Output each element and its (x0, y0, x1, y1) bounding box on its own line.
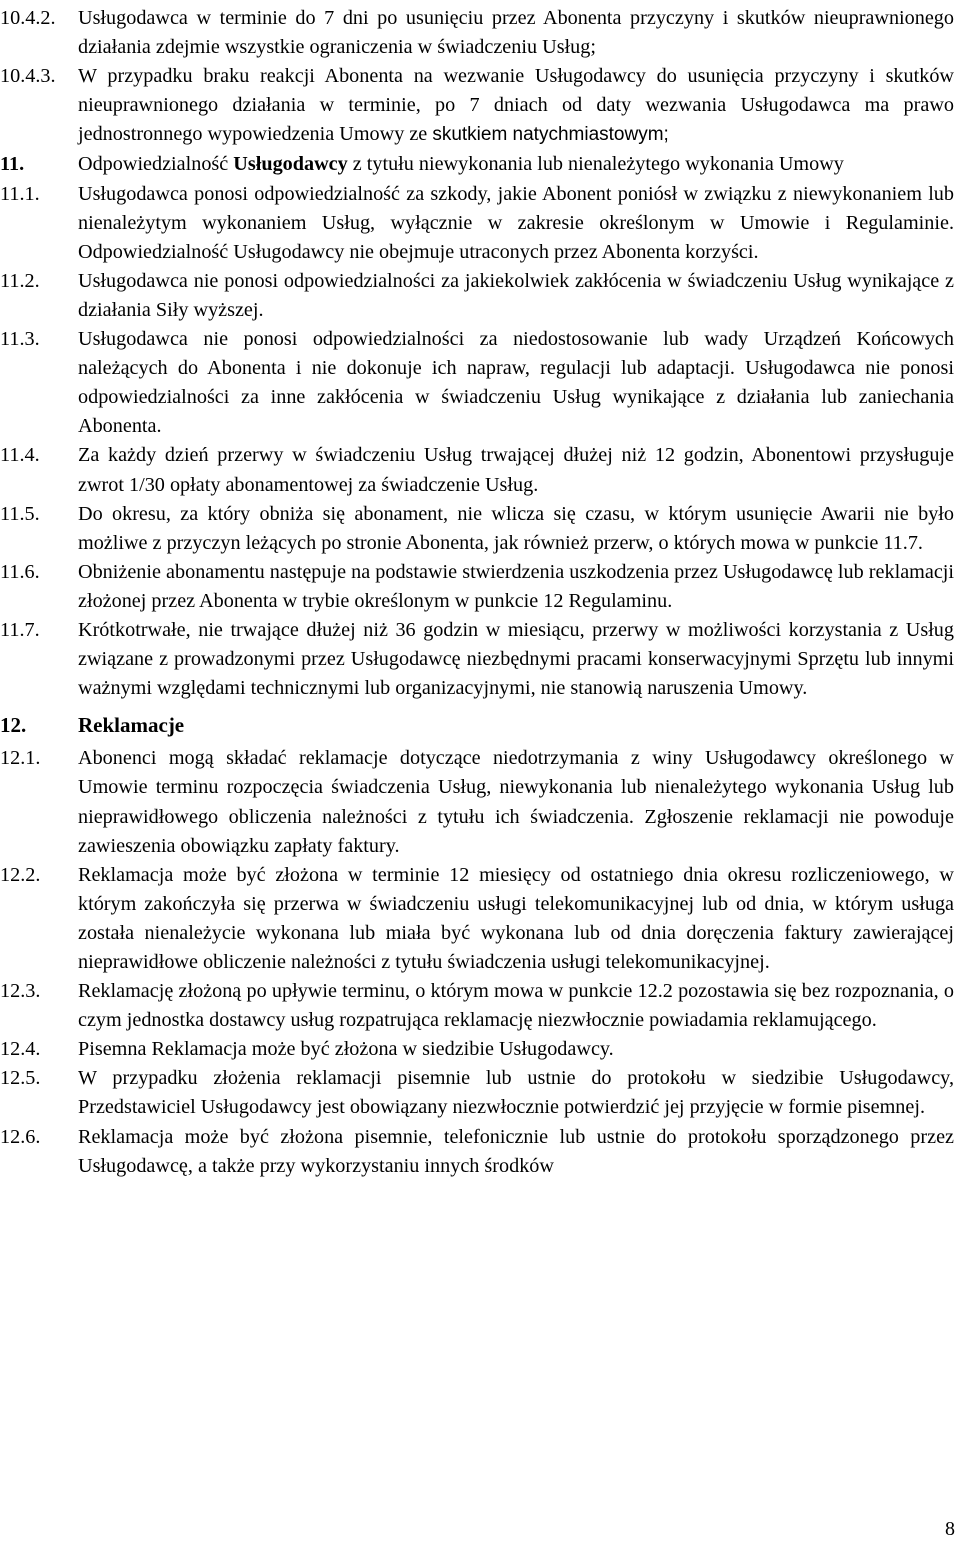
item-text: Reklamacja może być złożona w terminie 12 miesięcy od ostatniego dnia okresu rozliczeniowego, w którym zakończyła się przerwa w świadczeniu usługi telekomunikacyjnej lub od dnia, w którym usługa została nienależycie wykonana lub miała być wykonana lub od dnia doręczenia faktury zawierającej nieprawidłowe obliczenie należności z tytułu świadczenia usługi telekomunikacyjnej. (78, 863, 954, 973)
list-item (0, 977, 960, 1035)
item-number: 12.4. (0, 1038, 41, 1061)
item-text: Za każdy dzień przerwy w świadczeniu Usług trwającej dłużej niż 12 godzin, Abonentowi przysługuje zwrot 1/30 opłaty abonamentowej za świadczenie Usług. (78, 444, 954, 496)
item-text: W przypadku złożenia reklamacji pisemnie lub ustnie do protokołu w siedzibie Usługodawcy, Przedstawiciel Usługodawcy jest obowiązany niezwłocznie potwierdzić jej przyjęcie w formie pisemnej. (78, 1067, 954, 1119)
item-number: 12.3. (0, 980, 41, 1003)
item-text: Reklamację złożoną po upływie terminu, o którym mowa w punkcie 12.2 pozostawia się bez rozpoznania, o czym jednostka dostawcy usług rozpatrująca reklamację niezwłocznie powiadamia reklamującego. (78, 980, 954, 1032)
section-title-part: Odpowiedzialność (78, 153, 229, 176)
item-text: Usługodawca nie ponosi odpowiedzialności za niedostosowanie lub wady Urządzeń Końcowych należących do Abonenta i nie dokonuje ich napraw, regulacji lub adaptacji. Usługodawca nie ponosi odpowiedzialności za inne zakłócenia w świadczeniu Usług wynikające z działania lub zaniechania Abonenta. (78, 328, 954, 438)
item-number: 12.5. (0, 1067, 41, 1090)
list-item (0, 500, 960, 558)
list-item (0, 4, 960, 62)
list-item (0, 616, 960, 703)
item-number: 11.5. (0, 502, 40, 525)
item-number: 10.4.3. (0, 65, 56, 88)
list-item (0, 441, 960, 499)
item-text: Abonenci mogą składać reklamacje dotyczące niedotrzymania z winy Usługodawcy określonego w Umowie terminu rozpoczęcia świadczenia Usług, niewykonania lub nienależytego wykonania Usług lub nieprawidłowego obliczenia należności z tytułu ich świadczenia. Zgłoszenie reklamacji nie powoduje zawieszenia obowiązku zapłaty faktury. (78, 747, 954, 857)
list-item (0, 267, 960, 325)
section-number: 11. (0, 153, 25, 176)
list-item (0, 1035, 960, 1064)
list-item (0, 861, 960, 977)
list-item (0, 1064, 960, 1122)
section-title: Reklamacje (78, 713, 185, 738)
item-text: Usługodawca nie ponosi odpowiedzialności za jakiekolwiek zakłócenia w świadczeniu Usług wynikające z działania Siły wyższej. (78, 269, 954, 321)
list-item (0, 180, 960, 267)
item-text: Krótkotrwałe, nie trwające dłużej niż 36 godzin w miesiącu, przerwy w możliwości korzystania z Usług związane z prowadzonymi przez Usługodawcę niezbędnymi pracami konserwacyjnymi Sprzętu lub innymi ważnymi względami technicznymi lub organizacyjnymi, nie stanowią naruszenia Umowy. (78, 618, 954, 700)
item-number: 12.1. (0, 747, 41, 770)
item-text (78, 62, 954, 149)
list-item (0, 62, 960, 149)
list-item (0, 1123, 960, 1181)
item-number: 11.6. (0, 560, 40, 583)
item-number: 11.4. (0, 444, 40, 467)
page-number: 8 (945, 1518, 955, 1540)
item-text: Pisemna Reklamacja może być złożona w siedzibie Usługodawcy. (78, 1038, 614, 1061)
item-text: Usługodawca w terminie do 7 dni po usunięciu przez Abonenta przyczyny i skutków nieuprawnionego działania zdejmie wszystkie ograniczenia w świadczeniu Usług; (78, 7, 954, 59)
item-number: 10.4.2. (0, 7, 56, 29)
section-title-part: z tytułu niewykonania lub nienależytego wykonania Umowy (352, 153, 844, 176)
list-item (0, 325, 960, 441)
item-number: 12.6. (0, 1125, 41, 1148)
section-title (78, 150, 954, 179)
document-body (0, 4, 960, 1181)
item-number: 11.3. (0, 328, 40, 351)
item-number: 11.7. (0, 618, 40, 641)
section-title-bold: Usługodawcy (233, 153, 348, 176)
item-number: 11.2. (0, 269, 40, 292)
section-heading (0, 150, 960, 179)
item-text-main: W przypadku braku reakcji Abonenta na wezwanie Usługodawcy do usunięcia przyczyny i skutków nieuprawnionego działania w terminie, po 7 dniach od daty wezwania Usługodawca ma prawo jednostronnego wypowiedzenia Umowy ze (78, 65, 954, 146)
list-item (0, 558, 960, 616)
section-heading (0, 711, 960, 740)
item-number: 12.2. (0, 863, 41, 886)
item-text: Usługodawca ponosi odpowiedzialność za szkody, jakie Abonent poniósł w związku z niewykonaniem lub nienależytym wykonaniem Usług, wyłącznie w zakresie określonym w Umowie i Regulaminie. Odpowiedzialność Usługodawcy nie obejmuje utraconych przez Abonenta korzyści. (78, 182, 954, 263)
list-item (0, 744, 960, 860)
item-text-tail: skutkiem natychmiastowym; (432, 124, 669, 146)
item-number: 11.1. (0, 182, 40, 205)
section-number: 12. (0, 713, 27, 738)
item-text: Obniżenie abonamentu następuje na podstawie stwierdzenia uszkodzenia przez Usługodawcę lub reklamacji złożonej przez Abonenta w trybie określonym w punkcie 12 Regulaminu. (78, 560, 954, 612)
item-text: Do okresu, za który obniża się abonament, nie wlicza się czasu, w którym usunięcie Awarii nie było możliwe z przyczyn leżących po stronie Abonenta, jak również przerw, o których mowa w punkcie 11.7. (78, 502, 954, 554)
item-text: Reklamacja może być złożona pisemnie, telefonicznie lub ustnie do protokołu sporządzonego przez Usługodawcę, a także przy wykorzystaniu innych środków (78, 1125, 954, 1177)
